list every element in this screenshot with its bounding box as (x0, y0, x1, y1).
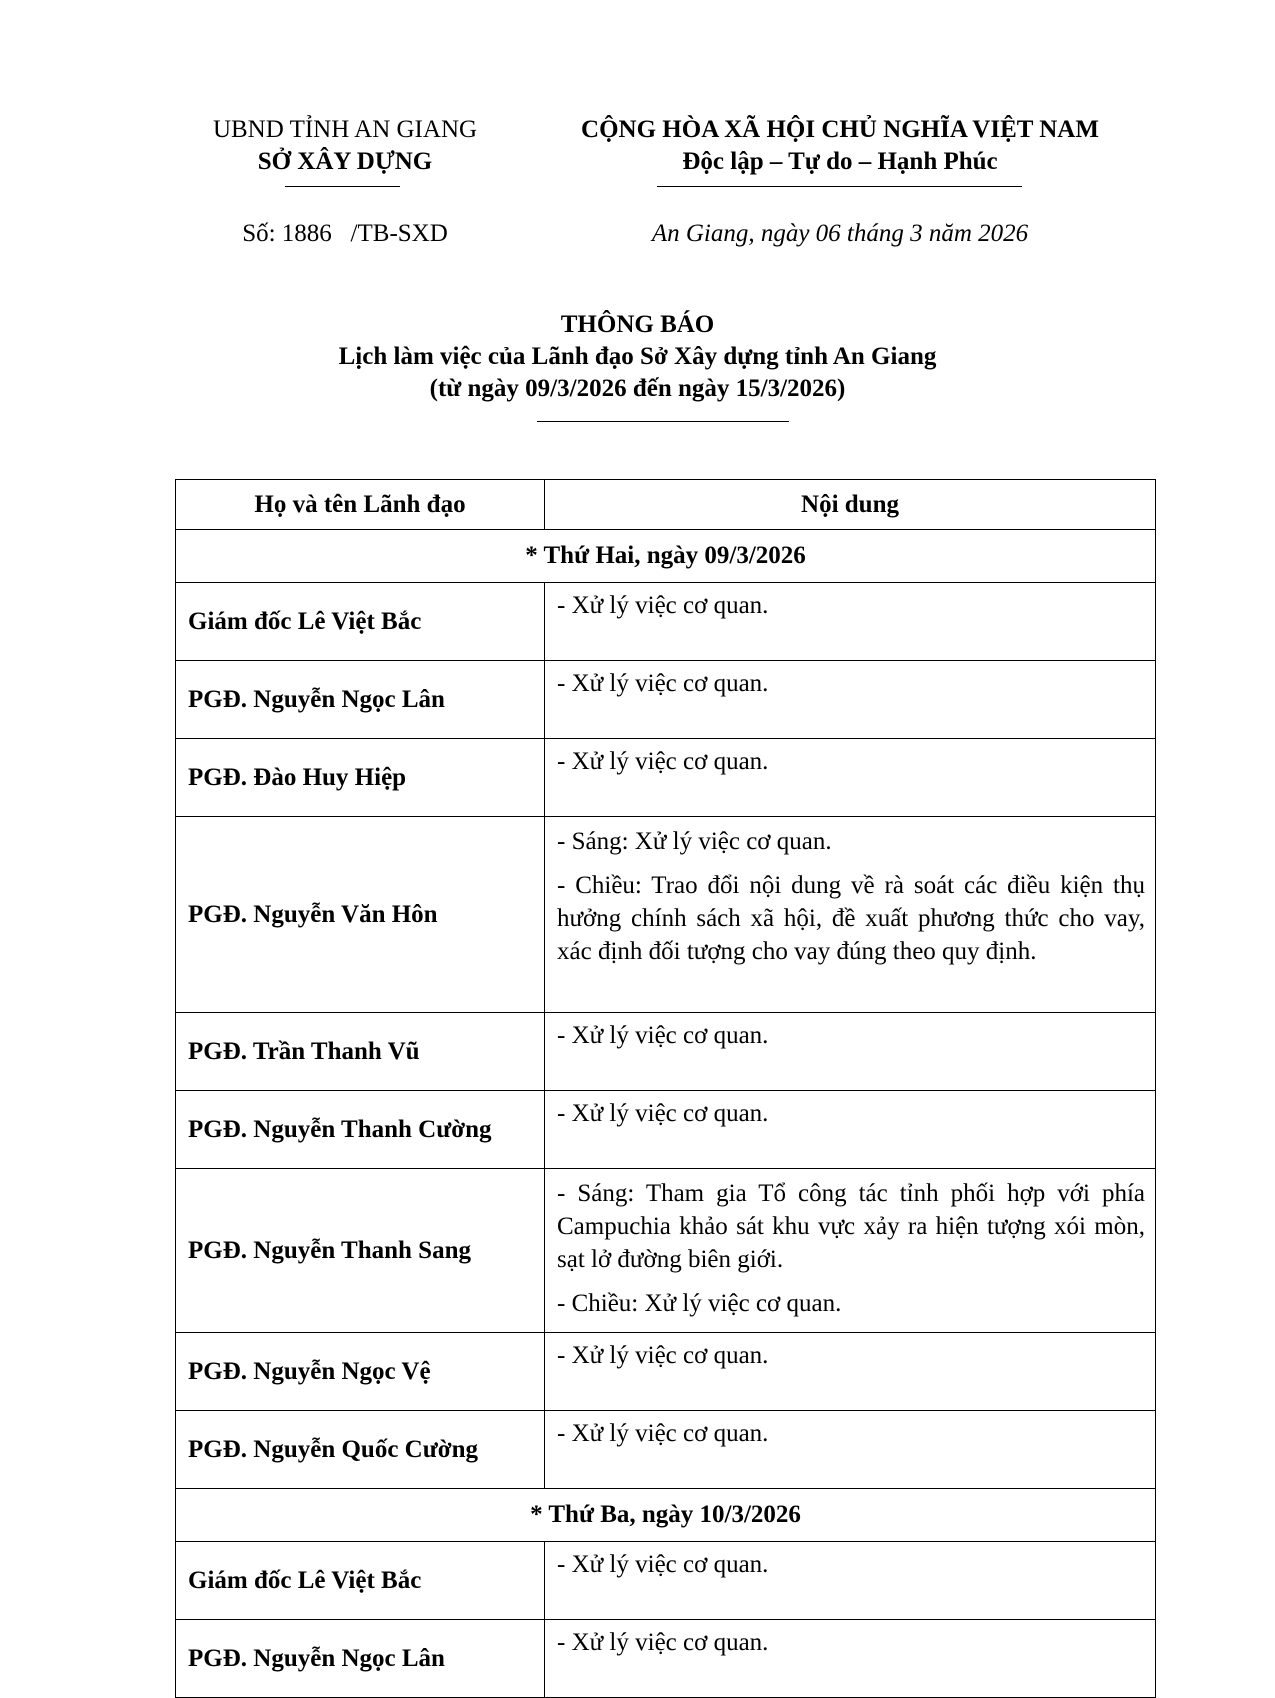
leader-name: PGĐ. Nguyễn Thanh Cường (176, 1091, 545, 1169)
agency-name: SỞ XÂY DỰNG (257, 148, 433, 175)
doc-type: THÔNG BÁO (560, 311, 715, 338)
table-row (176, 583, 1156, 661)
schedule-content (545, 1013, 1156, 1091)
table-header-row (176, 480, 1156, 530)
leader-name: PGĐ. Nguyễn Văn Hôn (176, 817, 545, 1013)
content-line: - Sáng: Xử lý việc cơ quan. (557, 828, 832, 855)
leader-name: PGĐ. Nguyễn Ngọc Vệ (176, 1333, 545, 1411)
content-line: - Xử lý việc cơ quan. (557, 670, 769, 697)
table-row (176, 1091, 1156, 1169)
day-label: * Thứ Hai, ngày 09/3/2026 (176, 530, 1156, 583)
schedule-content (545, 1169, 1156, 1333)
agency-parent: UBND TỈNH AN GIANG (212, 116, 478, 143)
content-line: - Xử lý việc cơ quan. (557, 1420, 769, 1447)
table-row (176, 1013, 1156, 1091)
column-header-name: Họ và tên Lãnh đạo (176, 480, 545, 530)
leader-name: PGĐ. Nguyễn Ngọc Lân (176, 1620, 545, 1698)
schedule-content (545, 817, 1156, 1013)
schedule-content (545, 1542, 1156, 1620)
schedule-content (545, 1620, 1156, 1698)
motto: Độc lập – Tự do – Hạnh Phúc (682, 148, 998, 175)
doc-subject: Lịch làm việc của Lãnh đạo Sở Xây dựng tỉnh An Giang (338, 343, 937, 370)
column-header-content: Nội dung (545, 480, 1156, 530)
content-line: - Xử lý việc cơ quan. (557, 1100, 769, 1127)
table-row (176, 1411, 1156, 1489)
schedule-table (175, 479, 1156, 1698)
doc-period: (từ ngày 09/3/2026 đến ngày 15/3/2026) (429, 375, 846, 402)
day-row (176, 1489, 1156, 1542)
table-row (176, 817, 1156, 1013)
content-line: - Xử lý việc cơ quan. (557, 1551, 769, 1578)
schedule-content (545, 1411, 1156, 1489)
table-row (176, 1169, 1156, 1333)
schedule-content (545, 1333, 1156, 1411)
table-row (176, 1620, 1156, 1698)
schedule-content (545, 739, 1156, 817)
leader-name: PGĐ. Trần Thanh Vũ (176, 1013, 545, 1091)
table-row (176, 661, 1156, 739)
agency-underline (285, 186, 400, 187)
table-row (176, 1542, 1156, 1620)
content-line: - Chiều: Xử lý việc cơ quan. (557, 1290, 842, 1317)
motto-underline (657, 186, 1022, 187)
content-line: - Sáng: Tham gia Tổ công tác tỉnh phối hợp với phía Campuchia khảo sát khu vực xảy ra hiện tượng xói mòn, sạt lở đường biên giới. (557, 1180, 1145, 1273)
doc-number: Số: 1886 /TB-SXD (242, 220, 448, 247)
title-underline (537, 421, 789, 422)
leader-name: PGĐ. Nguyễn Quốc Cường (176, 1411, 545, 1489)
day-row (176, 530, 1156, 583)
content-line: - Xử lý việc cơ quan. (557, 1342, 769, 1369)
leader-name: PGĐ. Nguyễn Thanh Sang (176, 1169, 545, 1333)
table-row (176, 1333, 1156, 1411)
content-line: - Chiều: Trao đổi nội dung về rà soát các điều kiện thụ hưởng chính sách xã hội, đề xuất phương thức cho vay, xác định đối tượng cho vay đúng theo quy định. (557, 872, 1145, 965)
schedule-content (545, 1091, 1156, 1169)
leader-name: PGĐ. Đào Huy Hiệp (176, 739, 545, 817)
place-date: An Giang, ngày 06 tháng 3 năm 2026 (651, 220, 1029, 247)
leader-name: PGĐ. Nguyễn Ngọc Lân (176, 661, 545, 739)
table-row (176, 739, 1156, 817)
content-line: - Xử lý việc cơ quan. (557, 592, 769, 619)
day-label: * Thứ Ba, ngày 10/3/2026 (176, 1489, 1156, 1542)
content-line: - Xử lý việc cơ quan. (557, 1022, 769, 1049)
content-line: - Xử lý việc cơ quan. (557, 1629, 769, 1656)
leader-name: Giám đốc Lê Việt Bắc (176, 1542, 545, 1620)
schedule-content (545, 661, 1156, 739)
schedule-content (545, 583, 1156, 661)
leader-name: Giám đốc Lê Việt Bắc (176, 583, 545, 661)
country-name: CỘNG HÒA XÃ HỘI CHỦ NGHĨA VIỆT NAM (581, 116, 1099, 143)
content-line: - Xử lý việc cơ quan. (557, 748, 769, 775)
